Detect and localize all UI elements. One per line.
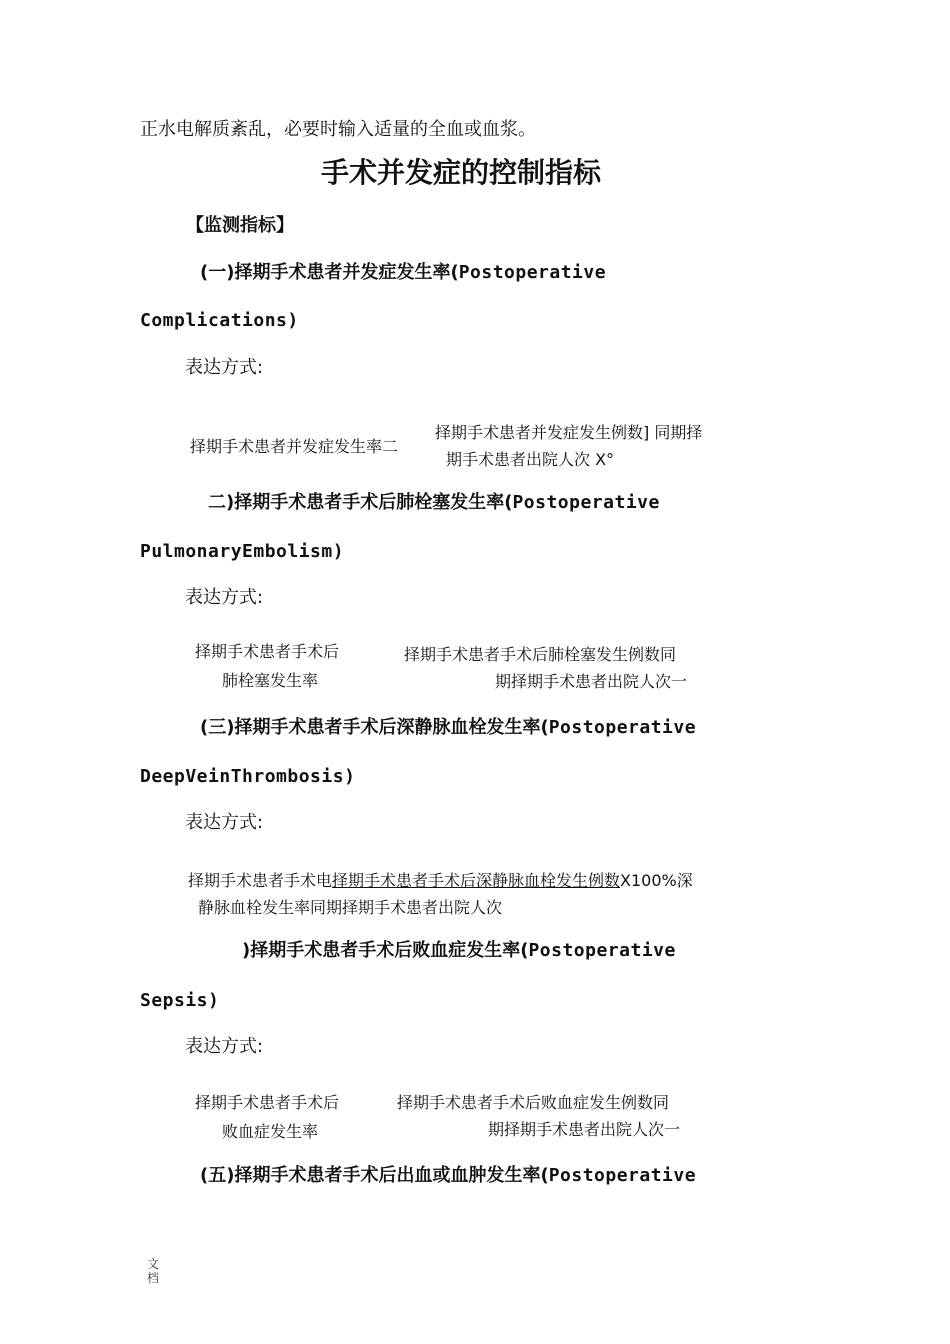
section-3-heading-cont: DeepVeinThrombosis) [140,766,356,787]
section-5-heading [200,1165,696,1187]
section-3-formula-line-2: 静脉血栓发生率同期择期手术患者出院人次 [198,898,503,917]
section-2-formula-left-2: 肺栓塞发生率 [222,671,319,690]
section-2-heading-zh: 二)择期手术患者手术后肺栓塞发生率( [208,492,513,513]
document-title: 手术并发症的控制指标 [321,156,602,189]
section-1-heading-cont: Complications) [140,310,299,331]
section-4-heading [242,940,676,962]
section-2-formula-right-2: 期择期手术患者出院人次一 [495,672,688,691]
section-5-heading-zh: (五)择期手术患者手术后出血或血肿发生率( [200,1165,549,1186]
section-3-expression-label: 表达方式: [185,812,264,833]
section-4-formula-left-2: 败血症发生率 [222,1122,319,1141]
section-2-formula-left-1: 择期手术患者手术后 [195,642,340,661]
section-4-heading-en: Postoperative [528,940,676,961]
section-2-expression-label: 表达方式: [185,587,264,608]
section-1-heading-en: Postoperative [458,262,607,283]
section-2-heading [208,492,660,514]
section-4-heading-cont: Sepsis) [140,990,220,1011]
section-3-formula-line-1 [188,871,693,891]
page-footer: 文档 [146,1257,159,1285]
section-2-heading-en: Postoperative [512,492,660,513]
monitoring-heading: 【监测指标】 [186,215,294,236]
section-3-formula-suffix: X100%深 [620,871,693,890]
section-1-heading-zh: (一)择期手术患者并发症发生率( [200,262,459,283]
section-3-formula-prefix: 择期手术患者手术电 [188,871,333,890]
section-1-formula-right-2: 期手术患者出院人次 X° [446,450,615,469]
section-4-formula-left-1: 择期手术患者手术后 [195,1093,340,1112]
section-3-formula-numerator: 择期手术患者手术后深静脉血栓发生例数 [332,871,621,890]
section-1-formula-right-1: 择期手术患者并发症发生例数] 同期择 [435,423,703,442]
section-1-formula-left: 择期手术患者并发症发生率二 [190,437,399,456]
section-4-formula-right-1: 择期手术患者手术后败血症发生例数同 [397,1093,670,1112]
section-1-heading [200,262,606,284]
section-4-formula-right-2: 期择期手术患者出院人次一 [488,1120,681,1139]
section-1-expression-label: 表达方式: [185,357,264,378]
section-2-heading-cont: PulmonaryEmbolism) [140,541,345,562]
intro-line: 正水电解质紊乱，必要时输入适量的全血或血浆。 [140,119,536,140]
section-4-heading-zh: )择期手术患者手术后败血症发生率( [242,940,529,961]
section-4-expression-label: 表达方式: [185,1036,264,1057]
section-2-formula-right-1: 择期手术患者手术后肺栓塞发生例数同 [404,645,677,664]
section-3-heading-zh: (三)择期手术患者手术后深静脉血栓发生率( [200,717,549,738]
section-3-heading [200,717,696,739]
section-5-heading-en: Postoperative [548,1165,697,1186]
section-3-heading-en: Postoperative [548,717,697,738]
